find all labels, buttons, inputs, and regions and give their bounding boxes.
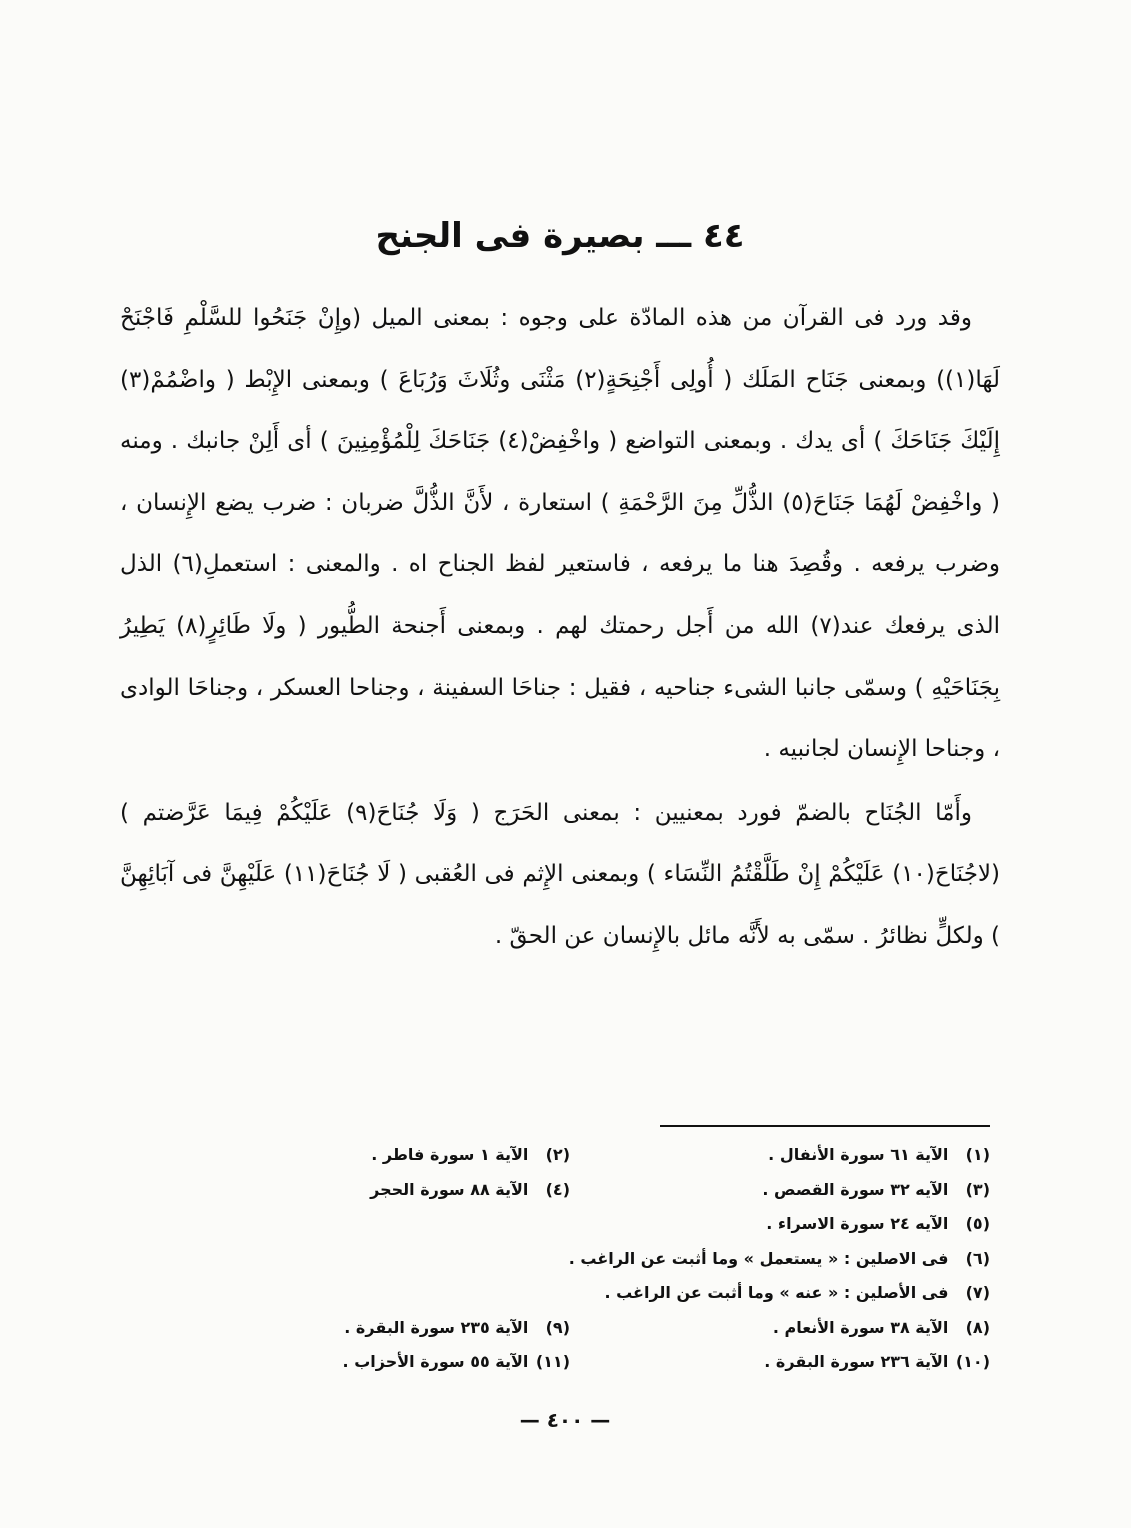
footnote-row — [150, 1173, 990, 1208]
footnote-number: (٥) — [965, 1214, 990, 1233]
footnote-1 — [570, 1138, 990, 1173]
footnote-text: فى الأصلين : « عنه » وما أثبت عن الراغب . — [604, 1283, 949, 1302]
page-number: — ٤٠٠ — — [519, 1408, 611, 1432]
footnote-number: (٦) — [965, 1248, 990, 1268]
footnote-row — [150, 1207, 990, 1242]
footnote-text: الآية ٦١ سورة الأنفال . — [768, 1145, 949, 1164]
footnote-4 — [150, 1173, 570, 1208]
section-heading: ٤٤ ـــ بصيرة فى الجنح — [375, 216, 745, 256]
paragraph-2: وأَمّا الجُنَاح بالضمّ فورد بمعنيين : بمعنى الحَرَج ( وَلَا جُنَاحَ(٩) عَلَيْكُمْ فِيمَا عَرَّضتم ) (لاجُنَاحَ(١٠) عَلَيْكُمْ إِنْ طَلَّقْتُمُ النِّسَاء ) وبمعنى الإِثم فى العُقبى ( لَا جُنَاحَ(١١) عَلَيْهِنَّ فى آبَائِهِنَّ ) ولكلٍّ نظائرُ . سمّى به لأَنَّه مائل بالإِنسان عن الحقّ . — [120, 799, 1000, 949]
paragraph-1: وقد ورد فى القرآن من هذه المادّة على وجوه : بمعنى الميل (وإِنْ جَنَحُوا للسَّلْمِ فَاجْنَحْ لَهَا(١)) وبمعنى جَنَاح المَلَك ( أُولِى أَجْنِحَةٍ(٢) مَثْنَى وثُلَاثَ وَرُبَاعَ ) وبمعنى الإِبْط ( واضْمُمْ(٣) إِلَيْكَ جَنَاحَكَ ) أى يدك . وبمعنى التواضع ( واخْفِضْ(٤) جَنَاحَكَ لِلْمُؤْمِنِينَ ) أى أَلِنْ جانبك . ومنه ( واخْفِضْ لَهُمَا جَنَاحَ(٥) الذُّلِّ مِنَ الرَّحْمَةِ ) استعارة ، لأَنَّ الذُّلَّ ضربان : ضرب يضع الإِنسان ، وضرب يرفعه . وقُصِدَ هنا ما يرفعه ، فاستعير لفظ الجناح اه . والمعنى : استعملِ(٦) الذل الذى يرفعك عند(٧) الله من أَجل رحمتك لهم . وبمعنى أَجنحة الطُّيور ( ولَا طَائِرٍ(٨) يَطِيرُ بِجَنَاحَيْهِ ) وسمّى جانبا الشىء جناحيه ، فقيل : جناحَا السفينة ، وجناحا العسكر ، وجناحَا الوادى ، وجناحا الإِنسان لجانبيه . — [120, 305, 1001, 763]
footnote-text: الآية ٢٣٥ سورة البقرة . — [344, 1317, 529, 1337]
footnote-row — [150, 1276, 990, 1311]
footnote-divider — [660, 1125, 990, 1127]
footnote-text: الآية ٣٨ سورة الأنعام . — [772, 1317, 949, 1337]
footnote-number: (٣) — [965, 1179, 990, 1199]
footnote-row — [150, 1345, 990, 1380]
footnote-row — [150, 1311, 990, 1346]
footnote-number: (٤) — [545, 1179, 570, 1199]
footnote-number: (١١) — [535, 1352, 570, 1371]
footnote-7 — [150, 1276, 990, 1311]
body-text — [120, 288, 1000, 968]
footnote-row — [150, 1242, 990, 1277]
footnote-text: الآية ٨٨ سورة الحجر — [370, 1179, 529, 1199]
footnote-text: الآيه ٢٤ سورة الاسراء . — [766, 1214, 949, 1233]
footnote-number: (٢) — [545, 1145, 570, 1164]
footnote-3 — [570, 1173, 990, 1208]
footnote-row — [150, 1138, 990, 1173]
footnote-text: فى الاصلين : « يستعمل » وما أثبت عن الراغب . — [568, 1248, 949, 1268]
footnote-text: الآيه ٣٢ سورة القصص . — [762, 1179, 949, 1199]
footnote-number: (٩) — [545, 1317, 570, 1337]
footnote-number: (١) — [965, 1145, 990, 1164]
footnote-8 — [570, 1311, 990, 1346]
footnote-text: الآية ١ سورة فاطر . — [371, 1145, 529, 1164]
footnote-text: الآية ٥٥ سورة الأحزاب . — [342, 1352, 529, 1371]
footnote-5 — [150, 1207, 990, 1242]
footnote-10 — [570, 1345, 990, 1380]
footnote-9 — [150, 1311, 570, 1346]
footnote-number: (١٠) — [955, 1352, 990, 1371]
footnote-11 — [150, 1345, 570, 1380]
footnote-2 — [150, 1138, 570, 1173]
footnote-number: (٨) — [965, 1317, 990, 1337]
footnote-text: الآية ٢٣٦ سورة البقرة . — [764, 1352, 949, 1371]
footnotes — [150, 1138, 990, 1380]
footnote-6 — [150, 1242, 990, 1277]
footnote-number: (٧) — [965, 1283, 990, 1302]
